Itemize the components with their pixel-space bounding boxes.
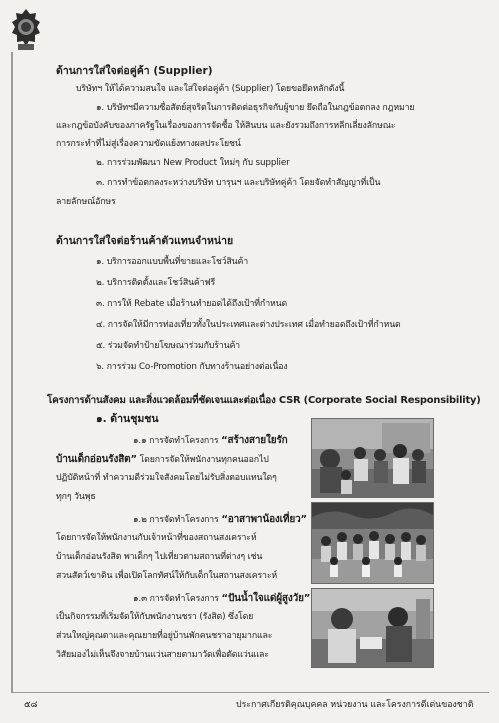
csr-p2-line-4: สวนสัตว์เขาดิน เพื่อเปิดโลกทัศน์ให้กับเด็กในสถานสงเคราะห์ — [56, 571, 278, 581]
dealer-item: ๔. การจัดให้มีการท่องเที่ยวทั้งในประเทศและต่างประเทศ เมื่อทำยอดถึงเป้าที่กำหนด — [96, 320, 401, 330]
dealer-item: ๖. การร่วม Co-Promotion กับทางร้านอย่างต่อเนื่อง — [96, 362, 288, 372]
csr-p2-line-1 — [133, 511, 307, 529]
dealer-item: ๑. บริการออกแบบพื้นที่ขายและโชว์สินค้า — [96, 257, 249, 267]
csr-p3-line-2: เป็นกิจกรรมที่เริ่มจัดให้กับพนักงานชรา (รังสิต) ซึ่งโดย — [56, 612, 254, 622]
csr-p3-num: ๑.๓ การจัดทำโครงการ — [133, 594, 219, 604]
supplier-item-3-line-2: ลายลักษณ์อักษร — [56, 197, 116, 207]
dealer-item: ๓. การให้ Rebate เมื่อร้านทำยอดได้ถึงเป้าที่กำหนด — [96, 299, 288, 309]
csr-p3-quote: “ปันน้ำใจแด่ผู้สูงวัย” — [221, 593, 311, 604]
csr-p1-line-2 — [56, 451, 269, 469]
footer-rule — [11, 692, 489, 693]
heading-supplier: ด้านการใส่ใจต่อคู่ค้า (Supplier) — [56, 65, 213, 77]
csr-p3-line-3: ส่วนใหญ่คุณตาและคุณยายที่อยู่บ้านพักคนชราอายุมากและ — [56, 631, 273, 641]
csr-p2-line-3: บ้านเด็กอ่อนรังสิต พาเด็กๆ ไปเที่ยวตามสถานที่ต่างๆ เช่น — [56, 552, 263, 562]
heading-community: ๑. ด้านชุมชน — [96, 413, 159, 425]
csr-p2-quote: “อาสาพาน้องเที่ยว” — [221, 514, 307, 525]
photo-elderly-eye-care — [311, 588, 434, 668]
supplier-item-1-line-2: และกฎข้อบังคับของภาครัฐในเรื่องของการจัดซื้อ ให้สินบน และยังรวมถึงการหลีกเลี่ยงลักษณะ — [56, 121, 396, 131]
supplier-intro: บริษัทฯ ให้ได้ความสนใจ และใส่ใจต่อคู่ค้า (Supplier) โดยขอยึดหลักดังนี้ — [76, 84, 345, 94]
csr-p1-quote-b: บ้านเด็กอ่อนรังสิต” — [56, 454, 137, 465]
heading-csr: โครงการด้านสังคม และสิ่งแวดล้อมที่ชัดเจนและต่อเนื่อง CSR (Corporate Social Responsibility) — [47, 395, 481, 406]
csr-p1-line-2-rest: โดยการจัดให้พนักงานทุกคนออกไป — [136, 455, 269, 465]
photo-children-home-visit — [311, 418, 434, 498]
left-margin-rule — [11, 52, 13, 692]
csr-p3-line-1 — [133, 590, 310, 608]
supplier-item-2: ๒. การร่วมพัฒนา New Product ใหม่ๆ กับ supplier — [96, 158, 290, 168]
photo-trip-group — [311, 502, 434, 584]
csr-p1-num: ๑.๑ การจัดทำโครงการ — [133, 436, 219, 446]
csr-p2-num: ๑.๒ การจัดทำโครงการ — [133, 515, 219, 525]
csr-p1-line-1 — [133, 432, 288, 450]
csr-p2-line-2: โดยการจัดให้พนักงานกับเจ้าหน้าที่ของสถานสงเคราะห์ — [56, 533, 257, 543]
dealer-item: ๕. ร่วมจัดทำป้ายโฆษณาร่วมกับร้านค้า — [96, 341, 240, 351]
emblem-seal-icon — [9, 8, 43, 52]
footer-title: ประกาศเกียรติคุณบุคคล หน่วยงาน และโครงการดีเด่นของชาติ — [236, 700, 474, 710]
supplier-item-1-line-1: ๑. บริษัทฯมีความซื่อสัตย์สุจริตในการติดต่อธุรกิจกับผู้ขาย ยึดถือในกฎข้อตกลง กฎหมาย — [96, 103, 415, 113]
supplier-item-1-line-3: การกระทำที่ไม่สู่เรื่องความขัดแย้งทางผลประโยชน์ — [56, 139, 241, 149]
csr-p1-line-4: ทุกๆ วันพุธ — [56, 492, 96, 502]
page-number: ๕๘ — [24, 700, 38, 710]
csr-p1-quote-a: “สร้างสายใยรัก — [221, 435, 288, 446]
supplier-item-3-line-1: ๓. การทำข้อตกลงระหว่างบริษัท บารุนฯ และบริษัทคู่ค้า โดยจัดทำสัญญาที่เป็น — [96, 178, 381, 188]
csr-p3-line-4: วิสัยมองไม่เห็นจึงจายบ้านแว่นสายตามาวัดเพื่อตัดแว่นและ — [56, 650, 269, 660]
csr-p1-line-3: ปฏิบัติหน้าที่ ทำความดีร่วมใจสังคมโดยไม่รับสิ่งตอบแทนใดๆ — [56, 473, 277, 483]
heading-dealer: ด้านการใส่ใจต่อร้านค้าตัวแทนจำหน่าย — [56, 235, 234, 247]
dealer-item: ๒. บริการติดตั้งและโชว์สินค้าฟรี — [96, 278, 216, 288]
